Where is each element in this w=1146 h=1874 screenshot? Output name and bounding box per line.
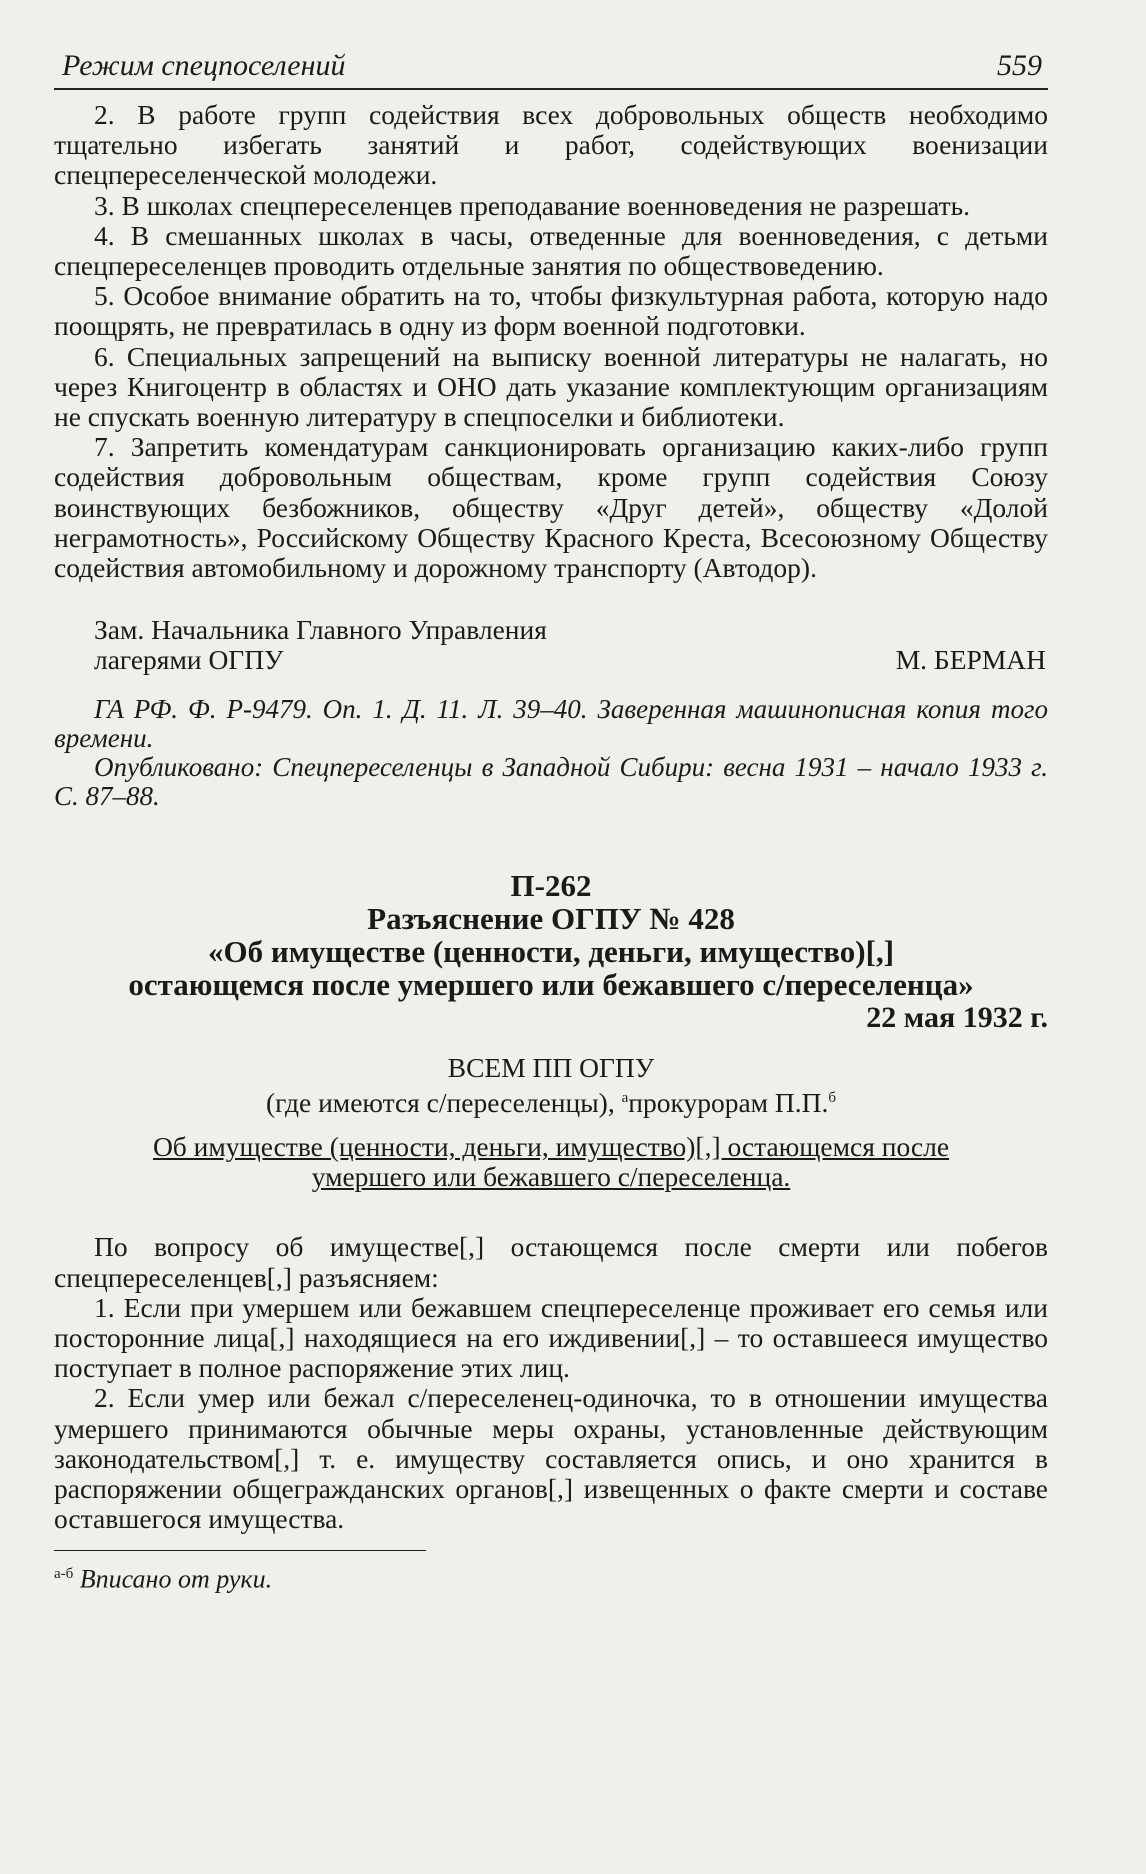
footnote-text: Вписано от руки.	[79, 1565, 273, 1595]
signature-position-line2: лагерями ОГПУ	[94, 644, 284, 676]
addressee	[54, 1053, 1048, 1118]
signature-position-line1: Зам. Начальника Главного Управления	[94, 614, 547, 646]
subject-line1: Об имуществе (ценности, деньги, имущество)[,] остающемся после	[152, 1131, 950, 1163]
clarification-text	[54, 1232, 1048, 1534]
footnote-mark: а-б	[54, 1566, 74, 1583]
paragraph: 4. В смешанных школах в часы, отведенные для военноведения, с детьми спецпереселенцев проводить отдельные занятия по обществоведению.	[54, 219, 1048, 282]
footnote	[54, 1559, 1048, 1595]
signature-block	[54, 615, 1048, 675]
footnote-divider	[54, 1550, 426, 1551]
signature-name: М. БЕРМАН	[895, 644, 1046, 676]
archive-published: Опубликовано: Спецпереселенцы в Западной Сибири: весна 1931 – начало 1933 г. С. 87–88.	[54, 752, 1048, 812]
footnote-mark-b: б	[828, 1090, 837, 1107]
paragraph: 5. Особое внимание обратить на то, чтобы физкультурная работа, которую надо поощрять, не превратилась в одну из форм военной подготовки.	[54, 280, 1048, 342]
instructions-list	[54, 100, 1048, 583]
document-title-line3: остающемся после умершего или бежавшего с/переселенца»	[128, 967, 974, 1003]
paragraph: 6. Специальных запрещений на выписку военной литературы не налагать, но через Книгоцентр в областях и ОНО дать указание комплектующим организациям не спускать военную литературу в спецпоселки и библиотеки.	[54, 340, 1048, 433]
paragraph: 3. В школах спецпереселенцев преподавание военноведения не разрешать.	[94, 189, 971, 221]
archive-source: ГА РФ. Ф. Р-9479. Оп. 1. Д. 11. Л. 39–40. Заверенная машинописная копия того времени.	[54, 694, 1048, 754]
document-title-line2: «Об имуществе (ценности, деньги, имущество)[,]	[207, 934, 895, 970]
paragraph: По вопросу об имуществе[,] остающемся после смерти или побегов спецпереселенцев[,] разъясняем:	[54, 1231, 1048, 1293]
subject-line	[54, 1132, 1048, 1192]
paragraph: 2. Если умер или бежал с/переселенец-одиночка, то в отношении имущества умершего принимаются обычные меры охраны, установленные действующим законодательством[,] т. е. имуществу составляется опись, и оно хранится в распоряжении общегражданских органов[,] извещенных о факте смерти и составе оставшегося имущества.	[54, 1382, 1048, 1535]
footnote-mark-a: а	[621, 1090, 629, 1107]
page-number: 559	[997, 49, 1042, 82]
archive-reference	[54, 695, 1048, 811]
paragraph: 1. Если при умершем или бежавшем спецпереселенце проживает его семья или посторонние лица[,] находящиеся на его иждивении[,] – то оставшееся имущество поступает в полное распоряжение этих лиц.	[54, 1291, 1048, 1384]
document-number: П-262	[510, 868, 592, 904]
document-title-line1: Разъяснение ОГПУ № 428	[367, 901, 735, 937]
paragraph: 7. Запретить комендатурам санкционировать организацию каких-либо групп содействия добровольным обществам, кроме групп содействия Союзу воинствующих безбожников, обществу «Друг детей», обществу «Долой неграмотность», Российскому Обществу Красного Креста, Всесоюзному Обществу содействия автомобильному и дорожному транспорту (Автодор).	[54, 431, 1048, 584]
addressee-line2: (где имеются с/переселенцы), $^а$прокурорам П.П.$^б$	[265, 1087, 837, 1119]
running-head	[54, 50, 1048, 90]
document-date: 22 мая 1932 г.	[866, 1001, 1048, 1035]
subject-line2: умершего или бежавшего с/переселенца.	[311, 1161, 791, 1193]
addressee-line1: ВСЕМ ПП ОГПУ	[447, 1052, 655, 1084]
document-heading	[54, 869, 1048, 1001]
paragraph: 2. В работе групп содействия всех добровольных обществ необходимо тщательно избегать занятий и работ, содействующих военизации спецпереселенческой молодежи.	[54, 99, 1048, 191]
running-head-title: Режим спецпоселений	[62, 49, 346, 82]
